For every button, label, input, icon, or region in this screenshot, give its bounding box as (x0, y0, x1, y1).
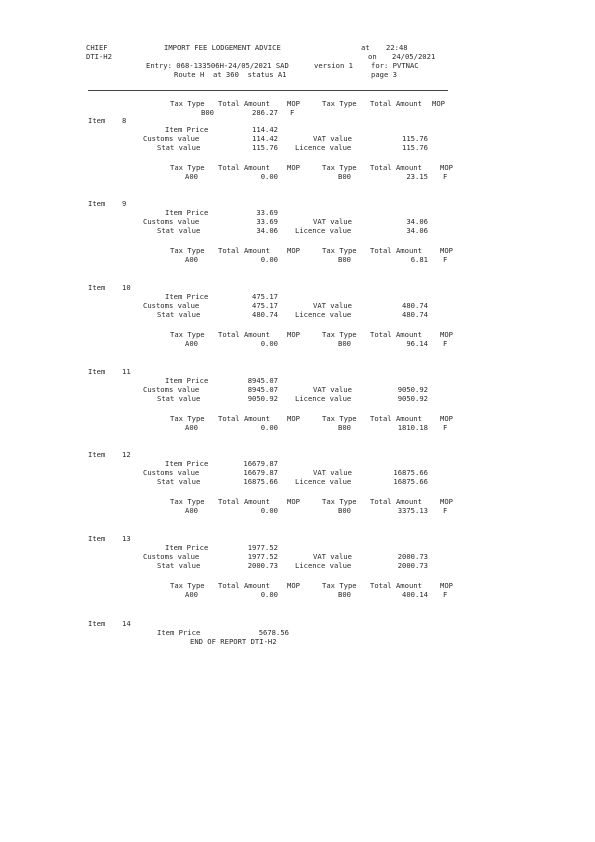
item-price-label: Item Price (157, 628, 201, 637)
item-price-value: 475.17 (252, 292, 278, 301)
tax-type-value: A00 (185, 255, 198, 264)
total-amount-header: Total Amount (370, 581, 422, 590)
licence-value-label: Licence value (295, 561, 352, 570)
item-label: Item (88, 367, 106, 376)
licence-value-value: 115.76 (402, 143, 428, 152)
item-price-label: Item Price (165, 292, 209, 301)
tax-type-value: A00 (185, 423, 198, 432)
tax-type-header: Tax Type (170, 497, 205, 506)
item-label: Item (88, 283, 106, 292)
tax-type-header: Tax Type (170, 246, 205, 255)
end-of-report: END OF REPORT DTI-H2 (190, 637, 277, 646)
vat-value-value: 9050.92 (397, 385, 428, 394)
tax-amount-value: 0.00 (260, 339, 278, 348)
vat-value-label: VAT value (313, 385, 352, 394)
stat-value-label: Stat value (157, 143, 201, 152)
mop-value: F (443, 423, 448, 432)
item-price-label: Item Price (165, 543, 209, 552)
vat-value-value: 115.76 (402, 134, 428, 143)
stat-value-value: 16875.66 (243, 477, 278, 486)
total-amount-header: Total Amount (370, 99, 422, 108)
tax-amount-value: 96.14 (406, 339, 428, 348)
tax-amount-value: 400.14 (402, 590, 428, 599)
vat-value-label: VAT value (313, 134, 352, 143)
tax-type-value: B00 (338, 590, 351, 599)
mop-header: MOP (440, 497, 453, 506)
item-price-label: Item Price (165, 125, 209, 134)
tax-type-header: Tax Type (170, 163, 205, 172)
tax-type-header: Tax Type (322, 414, 357, 423)
item-price-label: Item Price (165, 459, 209, 468)
tax-amount-value: 6.81 (410, 255, 428, 264)
mop-value: F (443, 506, 448, 515)
tax-type-value: A00 (185, 506, 198, 515)
total-amount-header: Total Amount (218, 581, 270, 590)
customs-value-value: 1977.52 (247, 552, 278, 561)
route-status: Route H at 360 status A1 (174, 70, 287, 79)
tax-amount-value: 1810.18 (397, 423, 428, 432)
item-price-value: 5678.56 (258, 628, 289, 637)
tax-type-header: Tax Type (170, 330, 205, 339)
stat-value-label: Stat value (157, 310, 201, 319)
mop-header: MOP (287, 163, 300, 172)
tax-type-header: Tax Type (322, 581, 357, 590)
stat-value-value: 115.76 (252, 143, 278, 152)
mop-header: MOP (440, 246, 453, 255)
tax-type-value: B00 (201, 108, 214, 117)
licence-value-label: Licence value (295, 143, 352, 152)
stat-value-label: Stat value (157, 477, 201, 486)
licence-value-label: Licence value (295, 226, 352, 235)
tax-type-header: Tax Type (170, 414, 205, 423)
tax-amount-value: 3375.13 (397, 506, 428, 515)
item-label: Item (88, 450, 106, 459)
mop-value: F (443, 172, 448, 181)
report-time: 22:48 (386, 43, 408, 52)
time-label: at (361, 43, 370, 52)
report-id: DTI-H2 (86, 52, 112, 61)
licence-value-label: Licence value (295, 394, 352, 403)
item-price-value: 16679.87 (243, 459, 278, 468)
tax-type-header: Tax Type (322, 497, 357, 506)
vat-value-label: VAT value (313, 552, 352, 561)
tax-amount-value: 286.27 (252, 108, 278, 117)
item-number: 10 (122, 283, 131, 292)
tax-type-value: B00 (338, 339, 351, 348)
stat-value-value: 34.06 (256, 226, 278, 235)
item-price-value: 114.42 (252, 125, 278, 134)
mop-header: MOP (287, 414, 300, 423)
tax-type-value: A00 (185, 590, 198, 599)
mop-header: MOP (440, 330, 453, 339)
header-divider (88, 90, 448, 91)
tax-amount-value: 0.00 (260, 423, 278, 432)
mop-value: F (443, 339, 448, 348)
stat-value-value: 2000.73 (247, 561, 278, 570)
customs-value-label: Customs value (143, 468, 200, 477)
mop-header: MOP (287, 497, 300, 506)
item-price-value: 33.69 (256, 208, 278, 217)
item-number: 9 (122, 199, 127, 208)
item-number: 8 (122, 116, 127, 125)
item-label: Item (88, 619, 106, 628)
total-amount-header: Total Amount (370, 163, 422, 172)
licence-value-value: 34.06 (406, 226, 428, 235)
tax-amount-value: 23.15 (406, 172, 428, 181)
vat-value-label: VAT value (313, 217, 352, 226)
page-number: page 3 (371, 70, 397, 79)
tax-amount-value: 0.00 (260, 590, 278, 599)
mop-header: MOP (287, 581, 300, 590)
mop-header: MOP (440, 581, 453, 590)
customs-value-label: Customs value (143, 134, 200, 143)
total-amount-header: Total Amount (370, 497, 422, 506)
licence-value-label: Licence value (295, 310, 352, 319)
vat-value-value: 480.74 (402, 301, 428, 310)
licence-value-value: 9050.92 (397, 394, 428, 403)
item-number: 13 (122, 534, 131, 543)
mop-header: MOP (287, 330, 300, 339)
stat-value-value: 480.74 (252, 310, 278, 319)
version: version 1 (314, 61, 353, 70)
mop-value: F (290, 108, 295, 117)
customs-value-value: 33.69 (256, 217, 278, 226)
licence-value-value: 2000.73 (397, 561, 428, 570)
customs-value-value: 475.17 (252, 301, 278, 310)
total-amount-header: Total Amount (218, 330, 270, 339)
for-user: for: PVTNAC (371, 61, 419, 70)
tax-type-header: Tax Type (322, 246, 357, 255)
tax-type-value: B00 (338, 172, 351, 181)
mop-value: F (443, 255, 448, 264)
tax-amount-value: 0.00 (260, 506, 278, 515)
mop-header: MOP (287, 99, 300, 108)
tax-type-header: Tax Type (170, 581, 205, 590)
mop-value: F (443, 590, 448, 599)
stat-value-label: Stat value (157, 561, 201, 570)
total-amount-header: Total Amount (370, 414, 422, 423)
vat-value-label: VAT value (313, 468, 352, 477)
licence-value-value: 480.74 (402, 310, 428, 319)
total-amount-header: Total Amount (370, 246, 422, 255)
mop-header: MOP (440, 414, 453, 423)
stat-value-label: Stat value (157, 226, 201, 235)
tax-type-value: B00 (338, 255, 351, 264)
tax-type-header: Tax Type (170, 99, 205, 108)
tax-type-header: Tax Type (322, 99, 357, 108)
mop-header: MOP (287, 246, 300, 255)
entry-reference: Entry: 068-133506H-24/05/2021 SAD (146, 61, 289, 70)
vat-value-value: 2000.73 (397, 552, 428, 561)
system-name: CHIEF (86, 43, 108, 52)
total-amount-header: Total Amount (218, 497, 270, 506)
stat-value-value: 9050.92 (247, 394, 278, 403)
tax-amount-value: 0.00 (260, 172, 278, 181)
customs-value-label: Customs value (143, 385, 200, 394)
customs-value-label: Customs value (143, 552, 200, 561)
tax-type-header: Tax Type (322, 163, 357, 172)
tax-amount-value: 0.00 (260, 255, 278, 264)
vat-value-value: 16875.66 (393, 468, 428, 477)
tax-type-header: Tax Type (322, 330, 357, 339)
item-number: 12 (122, 450, 131, 459)
item-label: Item (88, 534, 106, 543)
customs-value-value: 16679.87 (243, 468, 278, 477)
item-label: Item (88, 116, 106, 125)
total-amount-header: Total Amount (218, 246, 270, 255)
stat-value-label: Stat value (157, 394, 201, 403)
customs-value-label: Customs value (143, 301, 200, 310)
item-price-value: 1977.52 (247, 543, 278, 552)
date-label: on (368, 52, 377, 61)
licence-value-label: Licence value (295, 477, 352, 486)
item-price-value: 8945.07 (247, 376, 278, 385)
tax-type-value: B00 (338, 423, 351, 432)
item-price-label: Item Price (165, 208, 209, 217)
total-amount-header: Total Amount (218, 163, 270, 172)
report-title: IMPORT FEE LODGEMENT ADVICE (164, 43, 281, 52)
tax-type-value: A00 (185, 339, 198, 348)
report-date: 24/05/2021 (392, 52, 436, 61)
licence-value-value: 16875.66 (393, 477, 428, 486)
mop-header: MOP (432, 99, 445, 108)
total-amount-header: Total Amount (218, 99, 270, 108)
customs-value-value: 8945.07 (247, 385, 278, 394)
tax-type-value: A00 (185, 172, 198, 181)
total-amount-header: Total Amount (218, 414, 270, 423)
item-price-label: Item Price (165, 376, 209, 385)
customs-value-value: 114.42 (252, 134, 278, 143)
vat-value-value: 34.06 (406, 217, 428, 226)
mop-header: MOP (440, 163, 453, 172)
vat-value-label: VAT value (313, 301, 352, 310)
total-amount-header: Total Amount (370, 330, 422, 339)
tax-type-value: B00 (338, 506, 351, 515)
item-number: 11 (122, 367, 131, 376)
item-number: 14 (122, 619, 131, 628)
customs-value-label: Customs value (143, 217, 200, 226)
item-label: Item (88, 199, 106, 208)
